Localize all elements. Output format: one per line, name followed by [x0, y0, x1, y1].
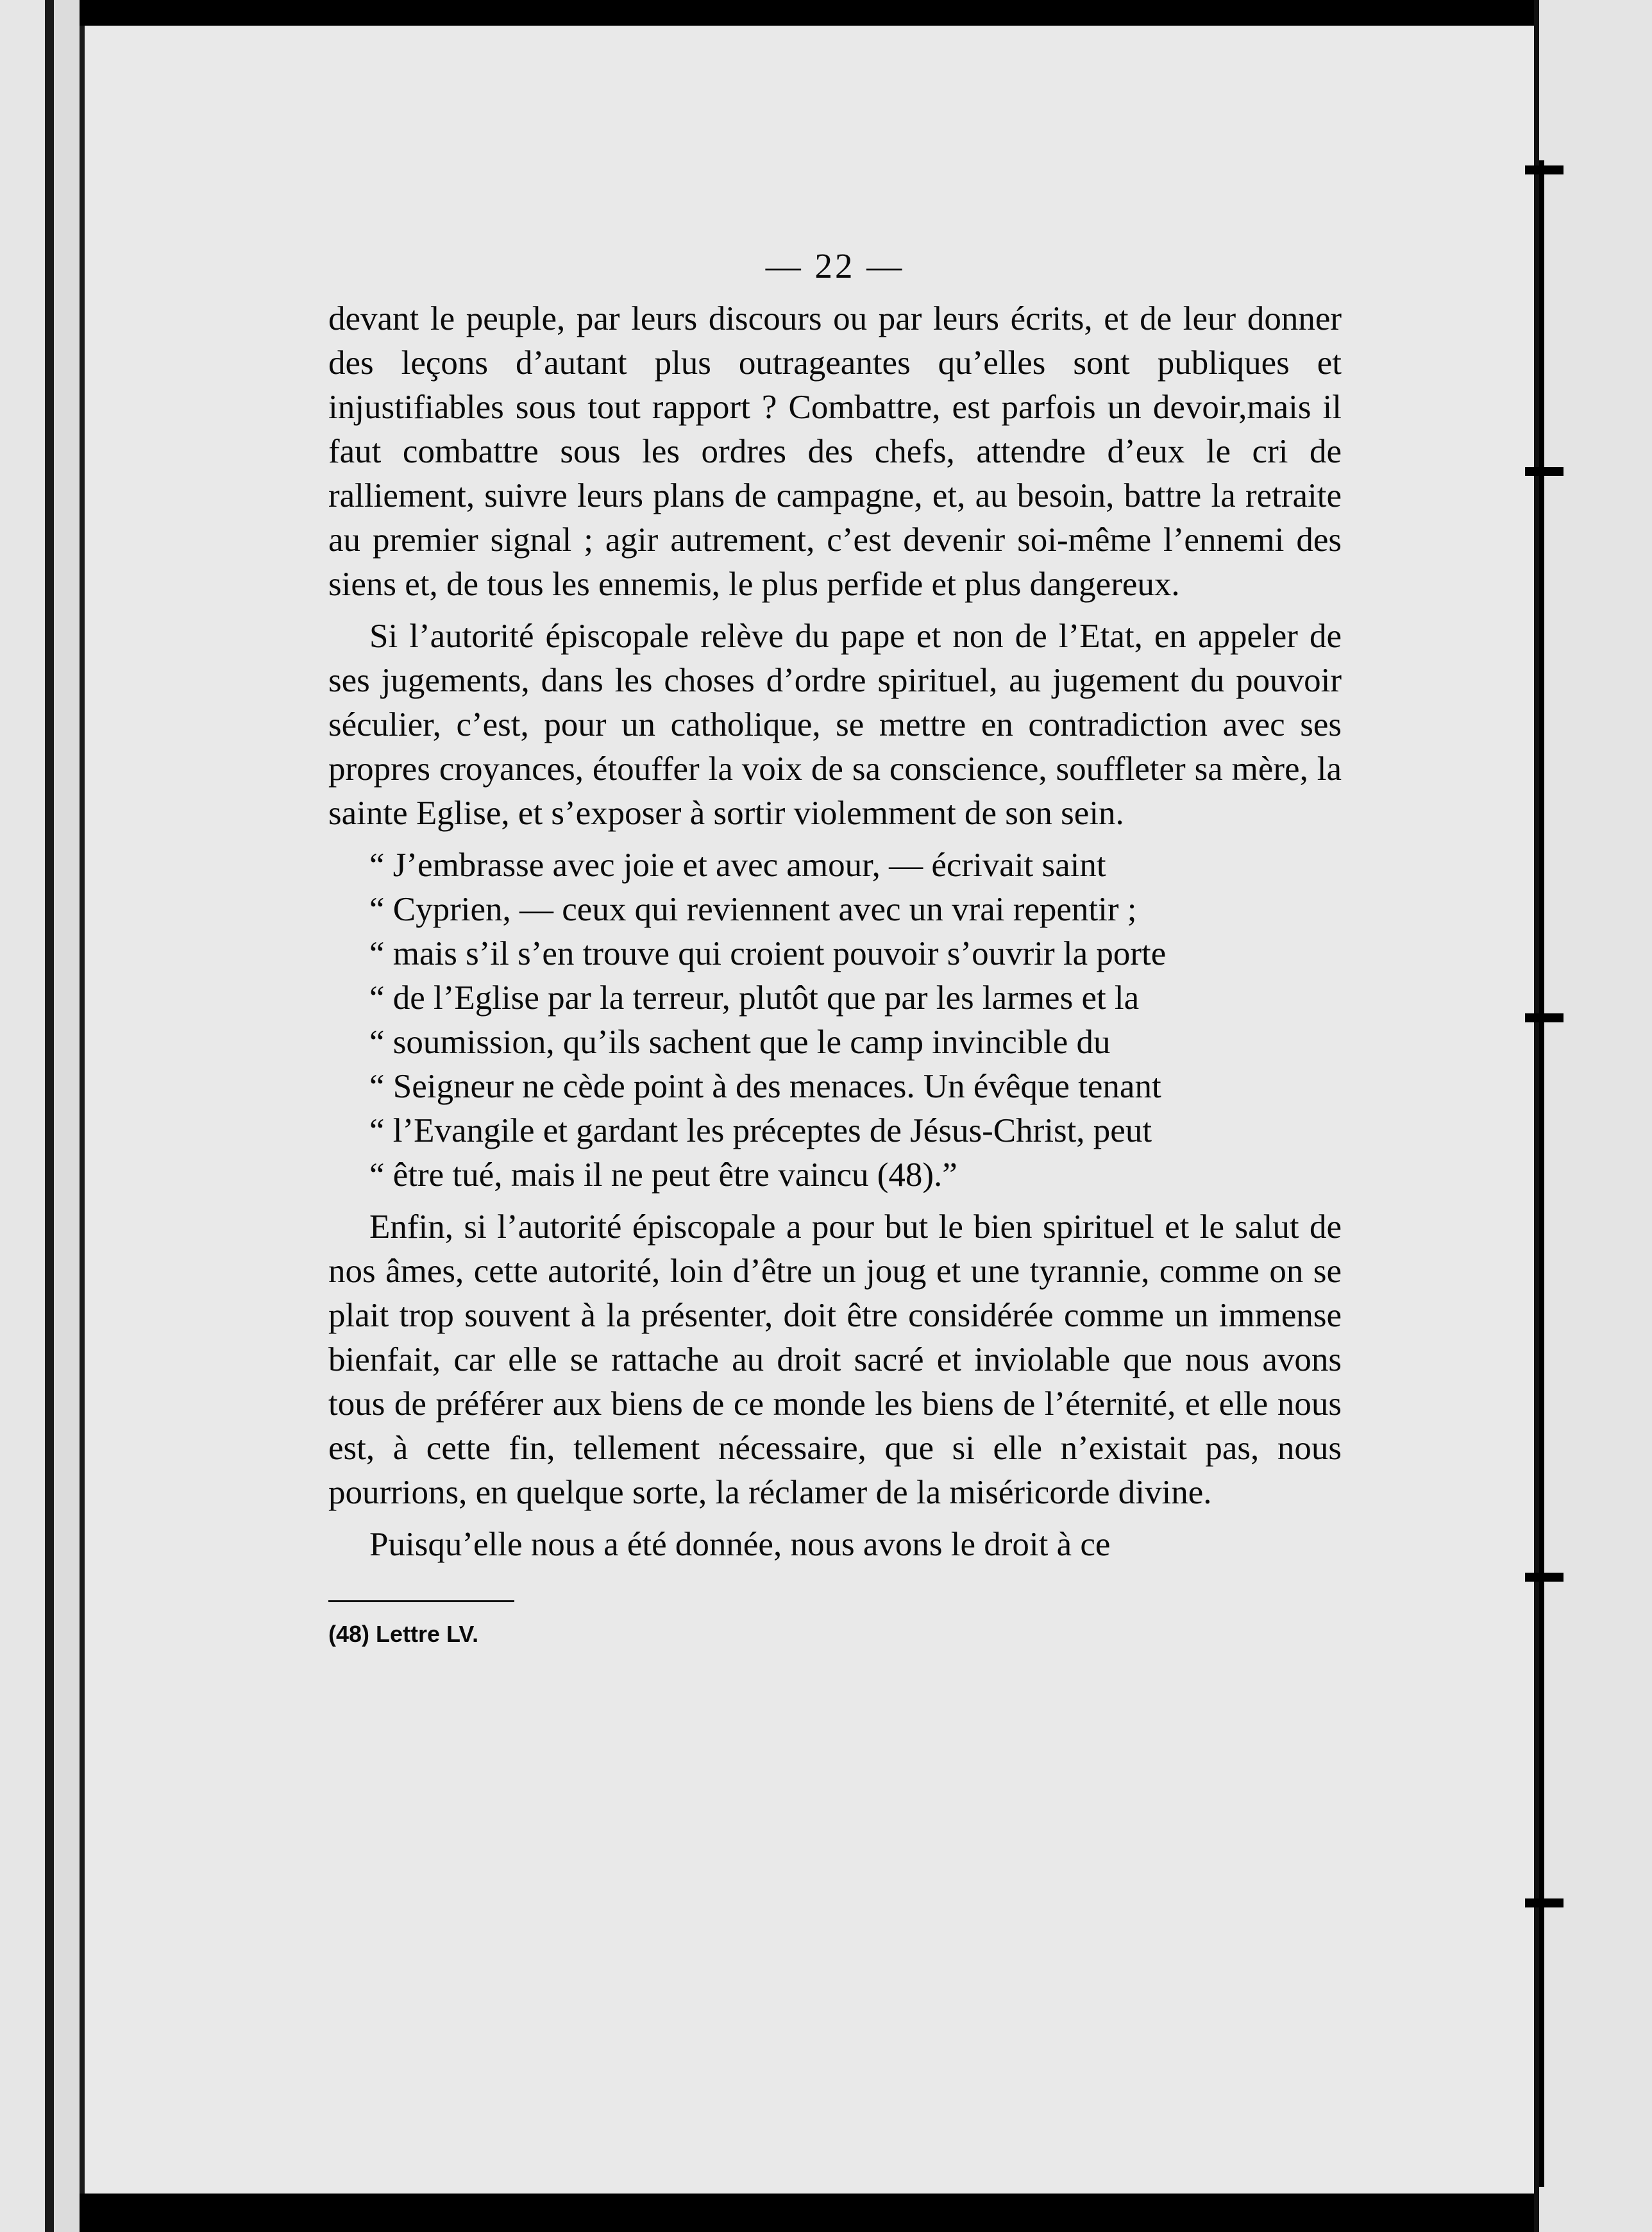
- quote-line: “ Seigneur ne cède point à des menaces. Un évêque tenant: [369, 1068, 1161, 1105]
- quote-line: “ mais s’il s’en trouve qui croient pouvoir s’ouvrir la porte: [369, 935, 1167, 972]
- footnote: (48) Lettre LV.: [328, 1621, 479, 1647]
- paper-edge-left: [0, 0, 45, 2232]
- quote-line: “ Cyprien, — ceux qui reviennent avec un vrai repentir ;: [369, 891, 1137, 928]
- page-gutter: [1534, 0, 1539, 2232]
- quote-line: “ être tué, mais il ne peut être vaincu (48).”: [369, 1156, 957, 1194]
- paragraph-final: Puisqu’elle nous a été donnée, nous avons le droit à ce: [369, 1526, 1111, 1563]
- footnote-rule: [328, 1600, 514, 1602]
- paper-edge-inner: [54, 0, 80, 2232]
- page-number: — 22 —: [765, 246, 905, 285]
- cyprian-quote: [328, 843, 1342, 1197]
- quote-line: “ soumission, qu’ils sachent que le camp invincible du: [369, 1024, 1111, 1061]
- paragraph-continuation: devant le peuple, par leurs discours ou par leurs écrits, et de leur donner des leçons d’autant plus outrageantes qu’elles sont publiques et injustifiables sous tout rapport ? Combattre, est parfois un devoir,mais il faut combattre sous les ordres des chefs, attendre d’eux le cri de ralliement, suivre leurs plans de campagne, et, au besoin, battre la retraite au premier signal ; agir autrement, c’est devenir soi-même l’ennemi des siens et, de tous les ennemis, le plus perfide et plus dangereux.: [328, 300, 1342, 603]
- binding-stitch: [1525, 165, 1564, 174]
- binding-thread: [1539, 160, 1544, 2187]
- quote-line: “ de l’Eglise par la terreur, plutôt que par les larmes et la: [369, 979, 1140, 1017]
- paper-edge-shadow: [45, 0, 54, 2232]
- quote-line: “ J’embrasse avec joie et avec amour, — écrivait saint: [369, 847, 1106, 884]
- paper-edge-right: [1539, 0, 1652, 2232]
- binding-stitch: [1525, 467, 1564, 476]
- paragraph-spiritual-good: Enfin, si l’autorité épiscopale a pour but le bien spirituel et le salut de nos âmes, cette autorité, loin d’être un joug et une tyrannie, comme on se plait trop souvent à la présenter, doit être considérée comme un immense bienfait, car elle se rattache au droit sacré et inviolable que nous avons tous de préférer aux biens de ce monde les biens de l’éternité, et elle nous est, à cette fin, tellement nécessaire, que si elle n’existait pas, nous pourrions, en quelque sorte, la réclamer de la miséricorde divine.: [328, 1208, 1342, 1511]
- binding-stitch: [1525, 1013, 1564, 1022]
- binding-stitch: [1525, 1573, 1564, 1582]
- page-text: [328, 244, 1342, 1648]
- quote-line: “ l’Evangile et gardant les préceptes de Jésus-Christ, peut: [369, 1112, 1152, 1149]
- paragraph-episcopal-authority: Si l’autorité épiscopale relève du pape et non de l’Etat, en appeler de ses jugements, dans les choses d’ordre spirituel, au jugement du pouvoir séculier, c’est, pour un catholique, se mettre en contradiction avec ses propres croyances, étouffer la voix de sa conscience, souffleter sa mère, la sainte Eglise, et s’exposer à sortir violemment de son sein.: [328, 618, 1342, 832]
- binding-stitch: [1525, 1898, 1564, 1907]
